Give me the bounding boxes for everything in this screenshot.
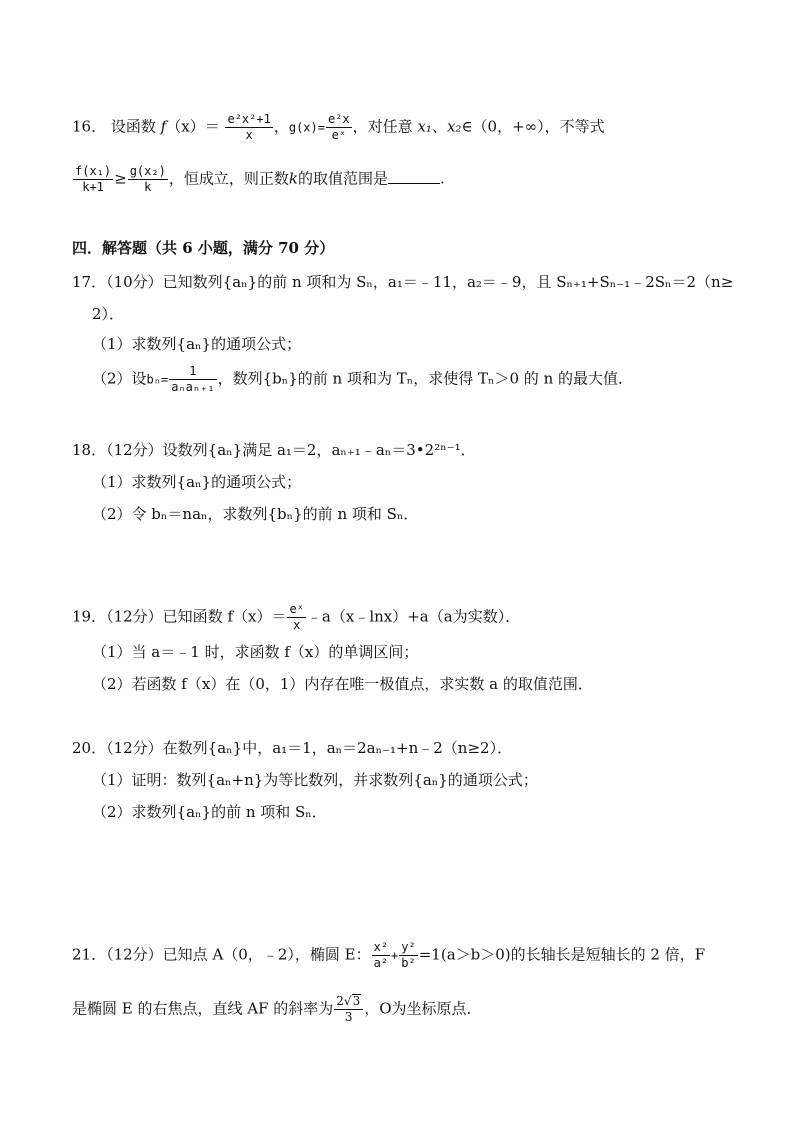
fraction-bn: $\frac{1}{\text{aₙaₙ₊₁}}$ <box>171 364 215 394</box>
question-17-line-1: 17．（10分）已知数列{aₙ}的前 n 项和为 Sₙ，a₁＝﹣11，a₂＝﹣9，且 Sₙ₊₁+Sₙ₋₁﹣2Sₙ＝2（n≥ <box>72 273 734 291</box>
question-20-line-1: 20．（12分）在数列{aₙ}中，a₁＝1，aₙ＝2aₙ₋₁+n﹣2（n≥2）． <box>72 739 513 757</box>
function-arg: （x）＝ <box>166 117 220 136</box>
question-19-part-1: （1）当 a＝﹣1 时，求函数 f（x）的单调区间； <box>92 643 419 661</box>
function-g-label: g(x)= <box>288 120 325 135</box>
question-17-part-2: （2）设bₙ= $\frac{1}{\text{aₙaₙ₊₁}}$ ，数列{bₙ}的前 n 项和为 Tₙ，求使得 Tₙ＞0 的 n 的最大值． <box>92 364 634 394</box>
question-16-line-1: 16． 设函数 f（x）＝ $\frac{\text{e²x²+1}}{x}$ ，g(x)= $\frac{\text{e²x}}{\text{eˣ}}$ ，对任意 x₁、x₂∈（0，+∞），不等式 <box>72 112 605 142</box>
fraction-f: $\frac{\text{e²x²+1}}{x}$ <box>227 112 271 142</box>
question-18-part-1: （1）求数列{aₙ}的通项公式； <box>92 473 302 491</box>
question-21-line-2: 是椭圆 E 的右焦点，直线 AF 的斜率为 $\frac{2√3}{3}$ ，O为坐标原点． <box>72 994 482 1024</box>
fraction-y: $\frac{\text{y²}}{\text{b²}}$ <box>401 940 416 970</box>
fraction-rhs: $\frac{\text{g(x₂)}}{k}$ <box>129 164 166 194</box>
fraction-exp: $\frac{\text{eˣ}}{x}$ <box>289 602 304 632</box>
fraction-lhs: $\frac{\text{f(x₁)}}{k+1}$ <box>75 164 112 194</box>
question-16-line-2: $\frac{\text{f(x₁)}}{k+1}$ ≥ $\frac{\text{g(x₂)}}{k}$ ，恒成立，则正数k的取值范围是 . <box>75 164 445 194</box>
question-18-line-1: 18．（12分）设数列{aₙ}满足 a₁＝2，aₙ₊₁﹣aₙ＝3•2²ⁿ⁻¹． <box>72 441 476 459</box>
fraction-slope: $\frac{2√3}{3}$ <box>334 994 363 1025</box>
question-number: 16． <box>72 117 107 136</box>
question-20-part-1: （1）证明：数列{aₙ+n}为等比数列，并求数列{aₙ}的通项公式； <box>92 771 538 789</box>
question-17-line-2: 2）． <box>92 305 125 323</box>
question-18-part-2: （2）令 bₙ＝naₙ，求数列{bₙ}的前 n 项和 Sₙ． <box>92 505 419 523</box>
question-text: 设函数 <box>110 117 156 136</box>
question-19-part-2: （2）若函数 f（x）在（0，1）内存在唯一极值点，求实数 a 的取值范围． <box>92 675 593 693</box>
question-19-line-1: 19．（12分）已知函数 f（x）＝ $\frac{\text{eˣ}}{x}$ ﹣a（x﹣lnx）+a（a为实数）． <box>72 602 521 632</box>
question-20-part-2: （2）求数列{aₙ}的前 n 项和 Sₙ． <box>92 803 327 821</box>
sqrt-icon: √ <box>343 994 352 1008</box>
question-21-line-1: 21．（12分）已知点 A（0，﹣2），椭圆 E： $\frac{\text{x²}}{\text{a²}}$ + $\frac{\text{y²}}{\text{b²}}$ =1(a＞b＞0)的长轴长是短轴长的 2 倍，F <box>72 940 706 970</box>
section-heading: 四．解答题（共 6 小题，满分 70 分） <box>72 239 335 257</box>
answer-blank <box>388 169 440 184</box>
function-name: f <box>160 117 167 136</box>
fraction-g: $\frac{\text{e²x}}{\text{eˣ}}$ <box>327 112 350 142</box>
fraction-x: $\frac{\text{x²}}{\text{a²}}$ <box>373 940 389 970</box>
question-17-part-1: （1）求数列{aₙ}的通项公式； <box>92 335 302 353</box>
